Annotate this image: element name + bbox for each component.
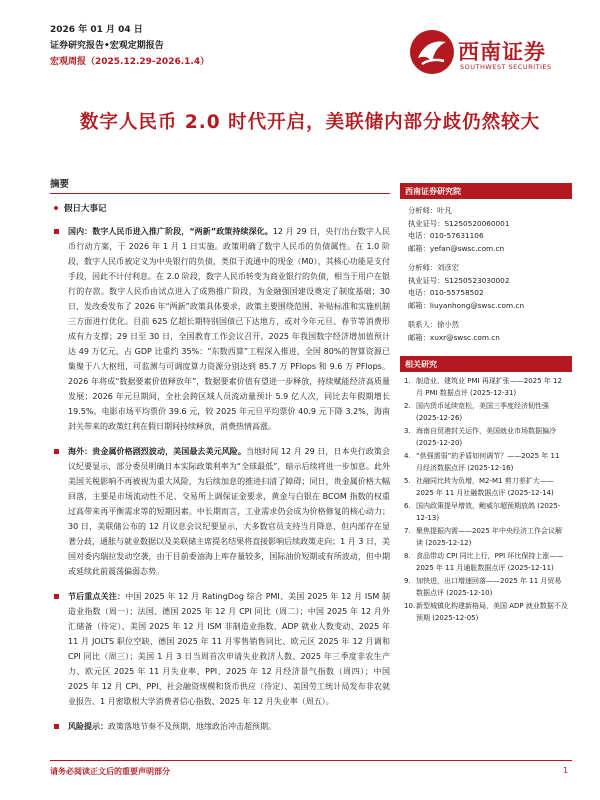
- report-category: 证券研究报告•宏观定期报告: [50, 41, 164, 51]
- list-item[interactable]: 8. 食品带动 CPI 同比上行，PPI 环比保持上涨——2025 年 11 月通胀数据点评 (2025-12-11): [404, 552, 564, 572]
- list-item[interactable]: 10. 新型城镇化构建新格局，美国 ADP 就业数据不及预期 (2025-12-05): [404, 602, 568, 622]
- risk-lead: 风险提示：: [68, 722, 108, 731]
- list-item[interactable]: 3. 海南自贸港封关运作，美国就业市场数据偏冷 (2025-12-20): [404, 427, 556, 447]
- square-bullet-icon: [54, 594, 59, 599]
- logo-name-en: SOUTHWEST SECURITIES: [460, 63, 552, 71]
- analyst-line: 执业证号：S1250520060001: [408, 218, 510, 228]
- report-period: 宏观周报（2025.12.29-2026.1.4）: [50, 57, 210, 67]
- focus-text: 中国 2025 年 12 月 RatingDog 综合 PMI、美国 2025 年 12 月 ISM 制造业指数（周一）；法国、德国 2025 年 12 月 CPI 同比（周二）；中国 2025 年 12 月外汇储备（待定）、美国 2025 年 12 月 ISM 非制造业指数、ADP 就业人数变动、2025 年 11 月 JOLTS 职位空缺、德国 2025 年 11 月零售销售同比、欧元区 2025 年 12 月调和 CPI 同比（周三）；美国 1 月 3 日当周首次申请失业救济人数、2025 年三季度非农生产力、欧元区 2025 年 11 月失业率、PPI、2025 年 12 月经济景气指数（周四）；中国 2025 年 12 月 CPI、PPI、社会融资规模和货币供应（待定）、美国劳工统计局发布非农就业报告、1 月密歇根大学消费者信心指数、2025 年 12 月失业率（周五）。: [68, 592, 390, 706]
- list-item[interactable]: 1. 制造业、建筑业 PMI 再现扩张——2025 年 12 月 PMI 数据点评 (2025-12-31): [404, 377, 562, 397]
- report-date: 2026 年 01 月 04 日: [50, 25, 143, 35]
- list-item[interactable]: 5. 社融同比转为负增，M2-M1 剪刀差扩大——2025 年 11 月社融数据点评 (2025-12-14): [404, 477, 554, 497]
- page-number: 1: [563, 766, 569, 775]
- list-item[interactable]: 6. 国内政策提早增效，鲍威尔超预期放鸽 (2025-12-13): [404, 502, 561, 522]
- overseas-section: [50, 444, 390, 579]
- analyst-info: [400, 199, 572, 348]
- related-research-heading: 相关研究: [400, 356, 572, 372]
- footer-divider: [50, 760, 572, 761]
- analyst-line: 执业证号：S1250523030002: [408, 275, 510, 285]
- list-item[interactable]: 4. “供强需弱”的矛盾如何调节？——2025 年 11 月经济数据点评 (2025-12-16): [404, 452, 560, 472]
- risk-warning-section: [50, 719, 390, 734]
- overseas-lead: 海外：贵金属价格剧烈波动，美国最去美元风险。: [68, 447, 246, 456]
- list-item[interactable]: 7. 聚焦提振内需——2025 年中央经济工作会议解读 (2025-12-12): [404, 527, 563, 547]
- analyst-line[interactable]: 邮箱：liuyanhong@swsc.com.cn: [408, 300, 525, 310]
- logo-mark-icon: [408, 28, 456, 76]
- focus-lead: 节后重点关注：: [68, 592, 126, 601]
- analyst-line: 分析师：刘彦宏: [408, 263, 460, 272]
- post-holiday-focus-section: [50, 589, 390, 709]
- logo-name-cn: 西南证券: [458, 39, 546, 64]
- domestic-lead: 国内：数字人民币进入推广阶段，“两新”政策持续深化。: [68, 227, 273, 236]
- report-title: 数字人民币 2.0 时代开启，美联储内部分歧仍然较大: [79, 112, 541, 133]
- analyst-line: 电话：010-57631106: [408, 231, 484, 240]
- holiday-events-label: 假日大事记: [64, 204, 107, 214]
- footer-disclaimer: 请务必阅读正文后的重要声明部分: [50, 767, 170, 776]
- square-bullet-icon: [54, 449, 59, 454]
- abstract-column: [50, 176, 390, 734]
- bullet-dot-icon: [54, 206, 58, 210]
- holiday-events-heading: [50, 202, 390, 214]
- company-logo: [408, 28, 573, 80]
- analyst-line: 电话：010-55758502: [408, 288, 484, 297]
- risk-text: 政策落地节奏不及预期，地缘政治冲击超预期。: [108, 722, 276, 731]
- analyst-line: 分析师：叶凡: [408, 206, 452, 215]
- overseas-text: 当地时间 12 月 29 日，日本央行政策会议纪要显示，部分委员明确日本实际政策利率为“全球最低”，暗示后续将进一步加息。此外美国关税影响不再被视为重大风险，为后续加息的推进扫清了障碍；同日，贵金属价格大幅回落，主要是市场流动性不足、交易所上调保证金要求，黄金与白银在 BCOM 指数的权重过高带来再平衡需求等的短期因素。中长期而言，工业需求仍会成为价格修复的核心动力；30 日，美联储公布的 12 月议息会议纪要显示，大多数官员支持当月降息，但内部存在显著分歧，通胀与就业数据以及美联储主席提名结果将直接影响后续政策走向；1 月 3 日，美国对委内瑞拉发动空袭，由于目前委油海上库存量较多，国际油价短期或有所波动，但中期或延续此前震荡偏弱态势。: [68, 447, 391, 576]
- research-institute-heading: 西南证券研究院: [400, 183, 572, 199]
- square-bullet-icon: [54, 229, 59, 234]
- sidebar-column: [400, 183, 572, 626]
- square-bullet-icon: [54, 724, 59, 729]
- list-item[interactable]: 9. 加快进，出口增速回落——2025 年 11 月贸易数据点评 (2025-12-10): [404, 577, 562, 597]
- abstract-heading: 摘要: [50, 176, 390, 194]
- report-header: [50, 22, 570, 82]
- contact-line: 联系人：徐小然: [408, 320, 460, 329]
- related-research: [400, 356, 572, 624]
- list-item[interactable]: 2. 国内货币延续宽松，美国三季度经济韧性强 (2025-12-26): [404, 402, 549, 422]
- contact-line[interactable]: 邮箱：xuxr@swsc.com.cn: [408, 332, 500, 342]
- domestic-section: [50, 224, 390, 434]
- related-research-list: [400, 372, 572, 624]
- domestic-text: 12 月 29 日，央行出台数字人民币行动方案，于 2026 年 1 月 1 日实施。政策明确了数字人民币的负债属性。在 1.0 阶段，数字人民币被定义为中央银行的负债，类似于流通中的现金（M0），其核心功能是支付手段，因此不计付利息。在 2.0 阶段，数字人民币转变为商业银行的负债，相当于用户在银行的存款。数字人民币由试点进入了成熟推广阶段，为金融强国建设奠定了制度基础；30 日，发改委发布了 2026 年“两新”政策具体要求，政策主要围绕范围、补贴标准和实施机制三方面进行优化。目前 625 亿超长期特别国债已下达地方，或对今年元旦、春节等消费形成有力支撑；29 日至 30 日，全国教育工作会议召开。2025 年我国数字经济增加值预计达 49 万亿元，占 GDP 比重约 35%：“东数西算”工程深入推进，全国 80%的智算资源已集聚于八大枢纽，可监测与可调度算力资源分别达到 85.7 万 PFlops 和 9.6 万 PFlops。2026 年将成“数据要素价值释放年”，数据要素价值有望进一步释放，持续赋能经济高质量发展；2026 年元旦期间，全社会跨区域人员流动量预计 5.9 亿人次，同比去年假期增长 19.5%。电影市场平均票价 39.6 元，较 2025 年元旦平均票价 40.9 元下降 3.2%，海南封关带来的政策红利在假日期间持续释放，消费热情高涨。: [68, 227, 390, 431]
- analyst-line[interactable]: 邮箱：yefan@swsc.com.cn: [408, 243, 505, 253]
